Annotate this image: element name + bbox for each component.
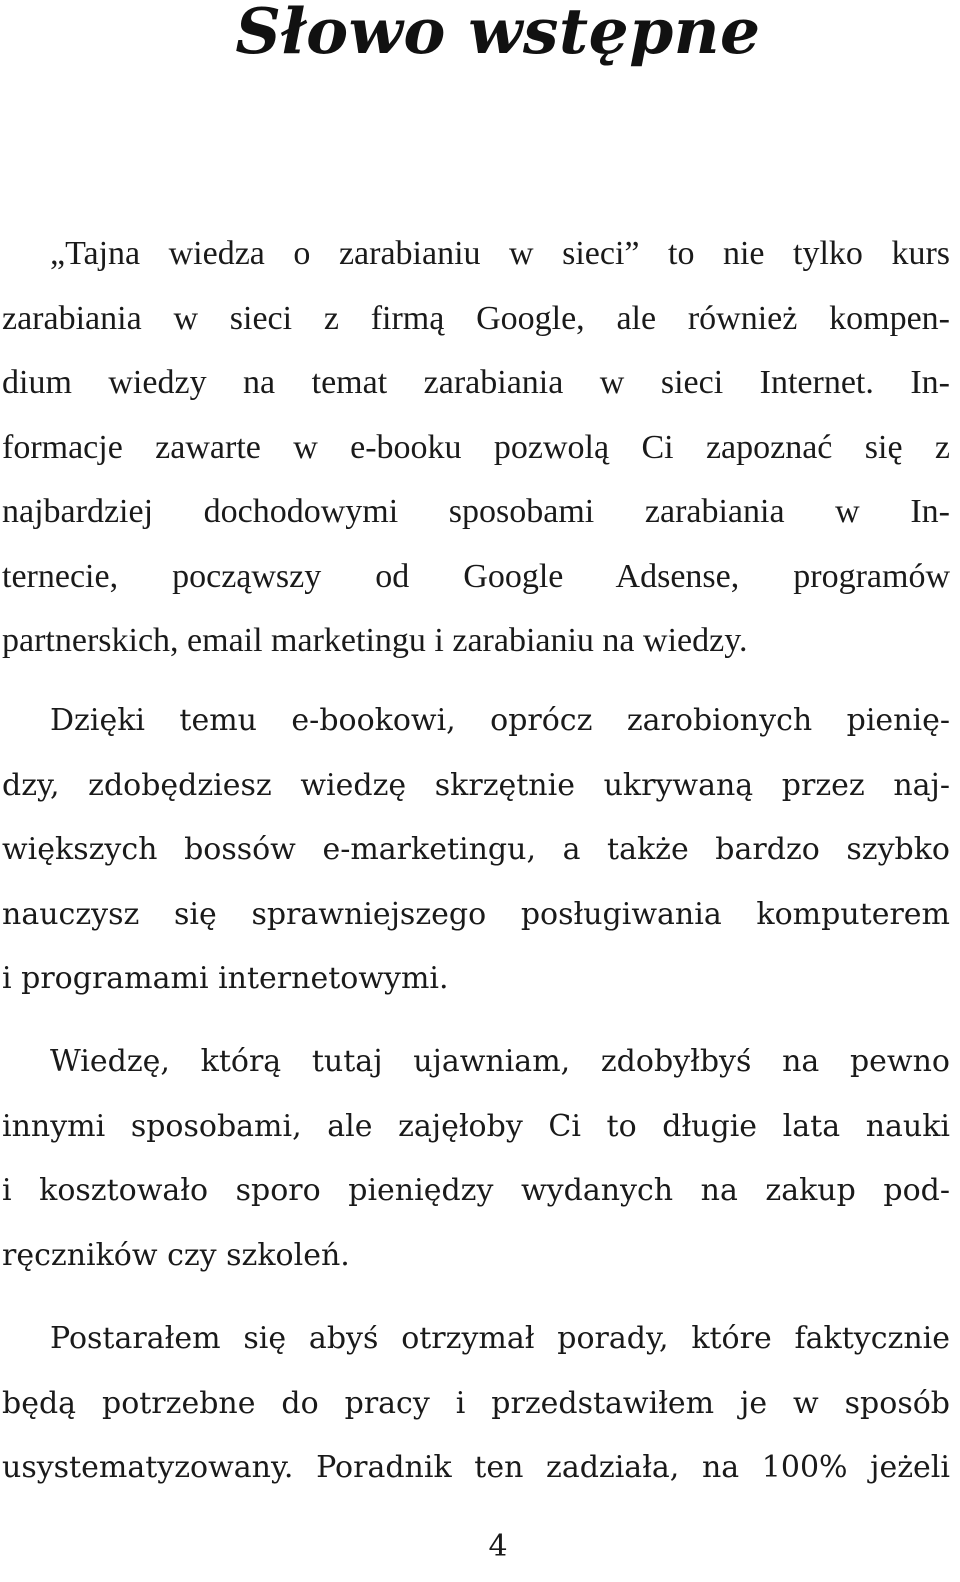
paragraph-intro bbox=[2, 222, 950, 674]
paragraph-line: innymi sposobami, ale zajęłoby Ci to długie lata nauki bbox=[2, 1108, 950, 1144]
paragraph-line: dzy, zdobędziesz wiedzę skrzętnie ukrywaną przez naj- bbox=[2, 767, 950, 803]
paragraph-line: będą potrzebne do pracy i przedstawiłem je w sposób bbox=[2, 1385, 950, 1421]
paragraph-line: nauczysz się sprawniejszego posługiwania komputerem bbox=[2, 896, 950, 932]
paragraph-advice bbox=[2, 1307, 950, 1501]
paragraph-line: usystematyzowany. Poradnik ten zadziała, na 100% jeżeli bbox=[2, 1450, 950, 1485]
paragraph-line: dium wiedzy na temat zarabiania w sieci Internet. In- bbox=[2, 364, 950, 401]
page-number: 4 bbox=[488, 1529, 508, 1564]
paragraph-benefits bbox=[2, 689, 950, 1012]
paragraph-line: zarabiania w sieci z firmą Google, ale również kompen- bbox=[2, 299, 950, 337]
paragraph-line: Dzięki temu e-bookowi, oprócz zarobionych pienię- bbox=[50, 703, 950, 738]
paragraph-line: Wiedzę, którą tutaj ujawniam, zdobyłbyś na pewno bbox=[50, 1044, 950, 1079]
paragraph-line: ręczników czy szkoleń. bbox=[2, 1237, 350, 1273]
paragraph-line: ternecie, począwszy od Google Adsense, programów bbox=[2, 557, 950, 595]
paragraph-knowledge bbox=[2, 1030, 950, 1288]
paragraph-line: większych bossów e-marketingu, a także bardzo szybko bbox=[2, 832, 950, 867]
paragraph-line: partnerskich, email marketingu i zarabianiu na wiedzy. bbox=[2, 622, 748, 659]
paragraph-line: i programami internetowymi. bbox=[2, 961, 449, 996]
paragraph-line: i kosztowało sporo pieniędzy wydanych na zakup pod- bbox=[2, 1173, 950, 1208]
paragraph-line: Postarałem się abyś otrzymał porady, które faktycznie bbox=[50, 1321, 950, 1356]
paragraph-line: formacje zawarte w e-booku pozwolą Ci zapoznać się z bbox=[2, 428, 950, 466]
paragraph-line: najbardziej dochodowymi sposobami zarabiania w In- bbox=[2, 493, 950, 530]
paragraph-line: „Tajna wiedza o zarabianiu w sieci” to nie tylko kurs bbox=[50, 235, 950, 272]
page-title: Słowo wstępne bbox=[235, 0, 761, 68]
